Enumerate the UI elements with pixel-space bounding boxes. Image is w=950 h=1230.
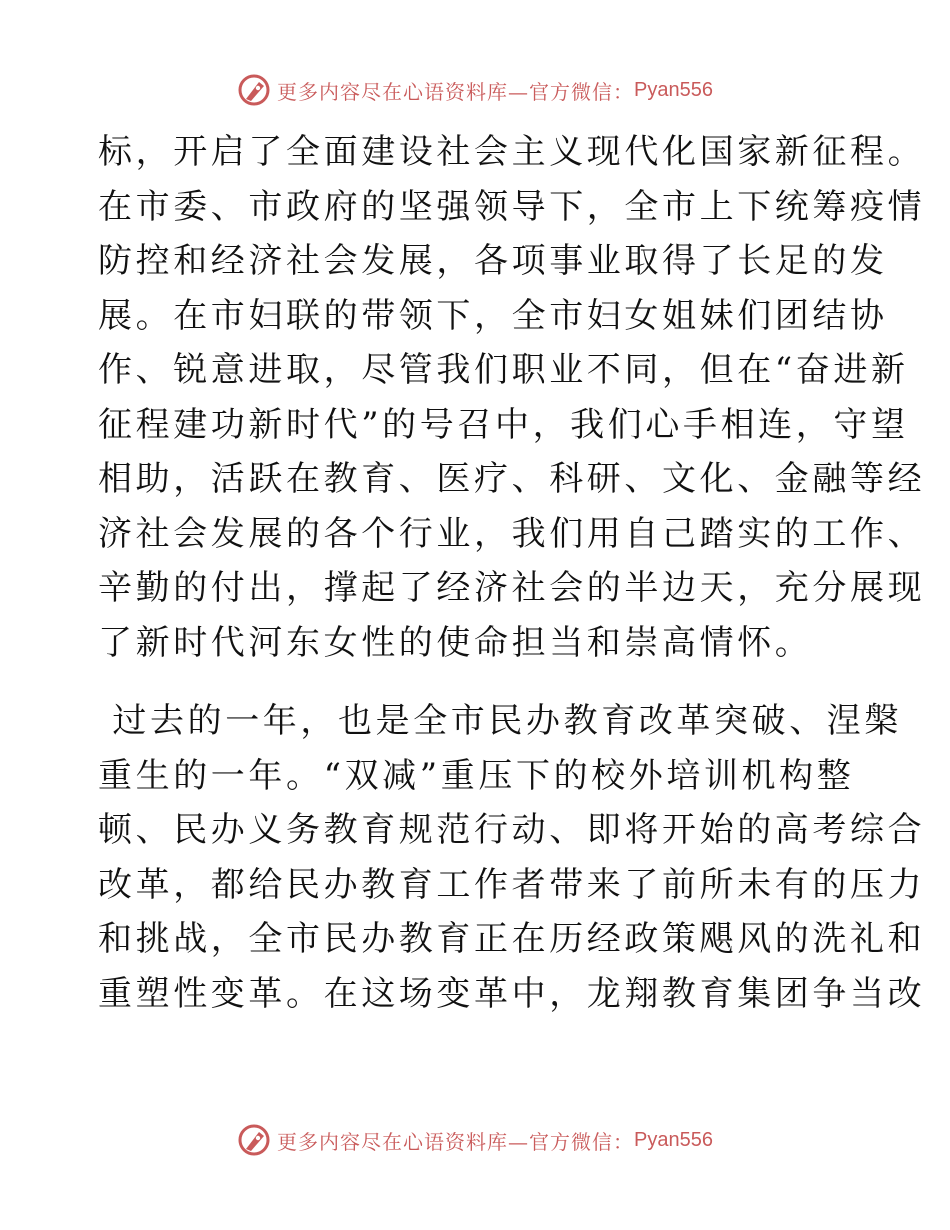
paragraph-2 bbox=[98, 694, 926, 1021]
wechat-id: Pyan556 bbox=[634, 78, 713, 101]
wechat-id: Pyan556 bbox=[634, 1128, 713, 1151]
text-line: 征程建功新时代”的号召中，我们心手相连，守望 bbox=[98, 404, 909, 445]
document-body bbox=[98, 125, 926, 1021]
text-line: 展。在市妇联的带领下，全市妇女姐妹们团结协 bbox=[98, 295, 888, 336]
text-line: 防控和经济社会发展，各项事业取得了长足的发 bbox=[98, 241, 888, 281]
text-line: 重生的一年。“双减”重压下的校外培训机构整 bbox=[98, 755, 855, 796]
text-line: 济社会发展的各个行业，我们用自己踏实的工作、 bbox=[98, 513, 926, 554]
header-banner bbox=[0, 70, 950, 110]
banner-text: 更多内容尽在心语资料库—官方微信： bbox=[277, 79, 635, 104]
text-line: 相助，活跃在教育、医疗、科研、文化、金融等经 bbox=[98, 459, 926, 499]
footer-banner bbox=[0, 1120, 950, 1160]
paragraph-gap bbox=[98, 670, 858, 694]
pen-nib-logo-icon bbox=[237, 1123, 271, 1157]
text-line: 改革，都给民办教育工作者带来了前所未有的压力 bbox=[98, 864, 926, 905]
text-line: 顿、民办义务教育规范行动、即将开始的高考综合 bbox=[98, 810, 926, 850]
text-line: 重塑性变革。在这场变革中，龙翔教育集团争当改 bbox=[98, 973, 926, 1014]
paragraph-1 bbox=[98, 125, 926, 670]
pen-nib-logo-icon bbox=[237, 73, 271, 107]
text-line: 标，开启了全面建设社会主义现代化国家新征程。 bbox=[98, 132, 926, 172]
text-line: 在市委、市政府的坚强领导下，全市上下统筹疫情 bbox=[98, 186, 926, 227]
banner-text: 更多内容尽在心语资料库—官方微信： bbox=[277, 1129, 635, 1154]
text-line: 了新时代河东女性的使命担当和崇高情怀。 bbox=[98, 622, 813, 663]
text-line: 过去的一年，也是全市民办教育改革突破、涅槃 bbox=[98, 701, 903, 741]
text-line: 辛勤的付出，撑起了经济社会的半边天，充分展现 bbox=[98, 568, 926, 608]
text-line: 作、锐意进取，尽管我们职业不同，但在“奋进新 bbox=[98, 350, 909, 390]
text-line: 和挑战，全市民办教育正在历经政策飓风的洗礼和 bbox=[98, 919, 926, 959]
